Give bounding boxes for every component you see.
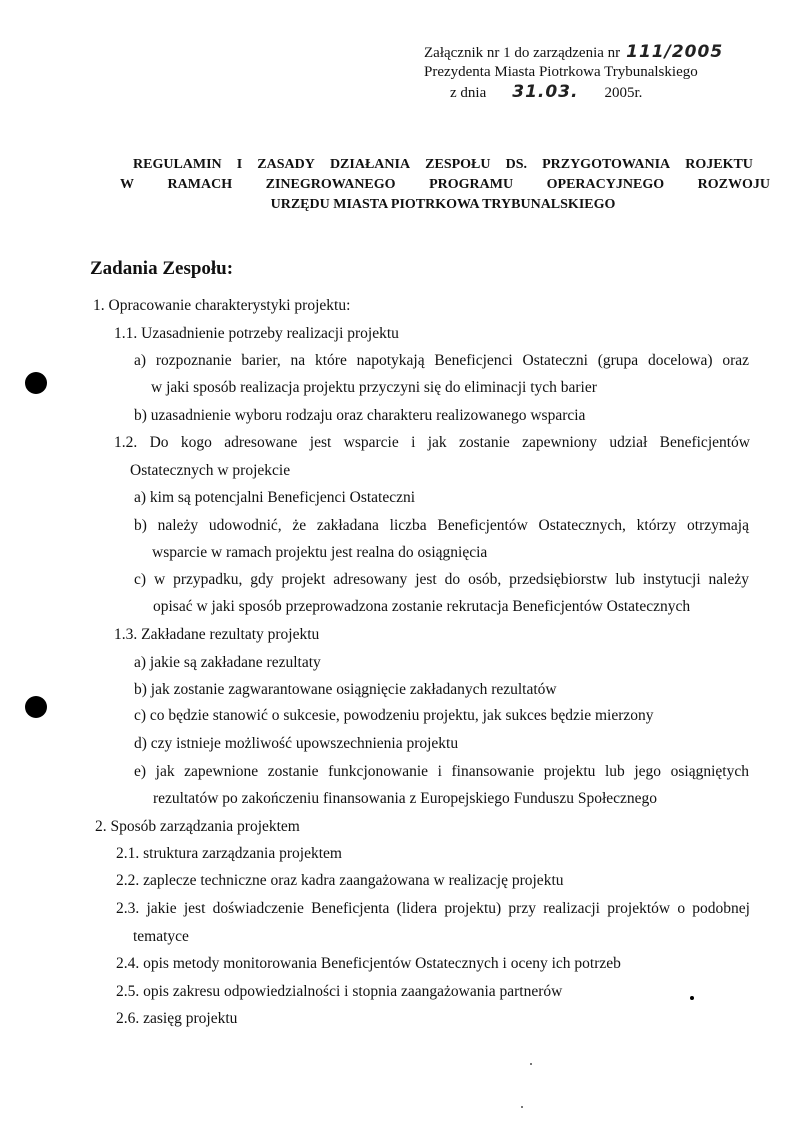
ink-dot	[690, 996, 694, 1000]
title-word: RAMACH	[167, 177, 233, 192]
list-item: d) czy istnieje możliwość upowszechnienia projektu	[134, 735, 459, 752]
title-word: OPERACYJNEGO	[546, 177, 665, 192]
title-word: ZASADY	[257, 157, 315, 172]
list-item: 2. Sposób zarządzania projektem	[95, 818, 300, 835]
title-word: REGULAMIN	[133, 157, 222, 172]
scan-speck	[521, 1106, 523, 1108]
list-item: e) jak zapewnione zostanie funkcjonowanie i finansowanie projektu lub jego osiągniętych	[134, 763, 749, 780]
scan-speck	[530, 1063, 532, 1065]
header-year: 2005r.	[604, 85, 643, 101]
title-word: ROZWOJU	[697, 177, 770, 192]
list-item: b) jak zostanie zagwarantowane osiągnięcie zakładanych rezultatów	[134, 681, 557, 698]
list-item: b) należy udowodnić, że zakładana liczba Beneficjentów Ostatecznych, którzy otrzymają	[134, 517, 749, 534]
list-item: a) kim są potencjalni Beneficjenci Ostateczni	[134, 489, 416, 506]
header-issuer-text: Prezydenta Miasta Piotrkowa Trybunalskiego	[424, 64, 698, 80]
list-item: 1.3. Zakładane rezultaty projektu	[114, 626, 320, 643]
header-attachment-text: Załącznik nr 1 do zarządzenia nr	[424, 45, 621, 61]
list-item: 1.1. Uzasadnienie potrzeby realizacji projektu	[114, 325, 399, 342]
list-item: 2.3. jakie jest doświadczenie Beneficjenta (lidera projektu) przy realizacji projektów o podobnej	[116, 900, 750, 917]
list-item: 1. Opracowanie charakterystyki projektu:	[93, 297, 351, 314]
handwritten-order-number: 111/2005	[626, 42, 724, 62]
title-word: ZESPOŁU	[425, 157, 491, 172]
header-line-3	[424, 82, 723, 102]
attachment-header	[424, 42, 723, 102]
list-item: c) co będzie stanowić o sukcesie, powodzeniu projektu, jak sukces będzie mierzony	[134, 707, 654, 724]
header-line-2	[424, 62, 723, 82]
title-word: DS.	[505, 157, 527, 172]
title-word: I	[236, 157, 243, 172]
list-item: opisać w jaki sposób przeprowadzona zostanie rekrutacja Beneficjentów Ostatecznych	[153, 598, 691, 615]
list-item: 2.2. zaplecze techniczne oraz kadra zaangażowana w realizację projektu	[116, 872, 564, 889]
list-item: w jaki sposób realizacja projektu przyczyni się do eliminacji tych barier	[151, 379, 597, 396]
header-date-label: z dnia	[450, 85, 487, 101]
list-item: Ostatecznych w projekcie	[130, 462, 291, 479]
title-word: W	[120, 177, 134, 192]
title-line-3: URZĘDU MIASTA PIOTRKOWA TRYBUNALSKIEGO	[270, 197, 616, 212]
list-item: c) w przypadku, gdy projekt adresowany jest do osób, przedsiębiorstw lub instytucji należy	[134, 571, 749, 588]
list-item: a) rozpoznanie barier, na które napotykają Beneficjenci Ostateczni (grupa docelowa) oraz	[134, 352, 749, 369]
title-word: PROGRAMU	[429, 177, 514, 192]
title-line-1	[133, 155, 753, 175]
header-line-1	[424, 42, 723, 62]
list-item: b) uzasadnienie wyboru rodzaju oraz charakteru realizowanego wsparcia	[134, 407, 586, 424]
title-word: PRZYGOTOWANIA	[542, 157, 671, 172]
list-item: a) jakie są zakładane rezultaty	[134, 654, 321, 671]
document-title	[120, 155, 770, 215]
title-word: DZIAŁANIA	[329, 157, 411, 172]
punch-hole-bottom	[25, 696, 47, 718]
list-item: 2.6. zasięg projektu	[116, 1010, 238, 1027]
title-line-2	[120, 175, 770, 195]
list-item: tematyce	[133, 928, 189, 945]
list-item: rezultatów po zakończeniu finansowania z Europejskiego Funduszu Społecznego	[153, 790, 658, 807]
title-word: ZINEGROWANEGO	[265, 177, 396, 192]
list-item: 2.5. opis zakresu odpowiedzialności i stopnia zaangażowania partnerów	[116, 983, 563, 1000]
punch-hole-top	[25, 372, 47, 394]
list-item: wsparcie w ramach projektu jest realna do osiągnięcia	[152, 544, 488, 561]
list-item: 2.4. opis metody monitorowania Beneficjentów Ostatecznych i oceny ich potrzeb	[116, 955, 621, 972]
list-item: 1.2. Do kogo adresowane jest wsparcie i jak zostanie zapewniony udział Beneficjentów	[114, 434, 750, 451]
section-heading: Zadania Zespołu:	[90, 258, 234, 279]
title-word: ROJEKTU	[685, 157, 753, 172]
list-item: 2.1. struktura zarządzania projektem	[116, 845, 342, 862]
handwritten-date: 31.03.	[512, 82, 579, 102]
